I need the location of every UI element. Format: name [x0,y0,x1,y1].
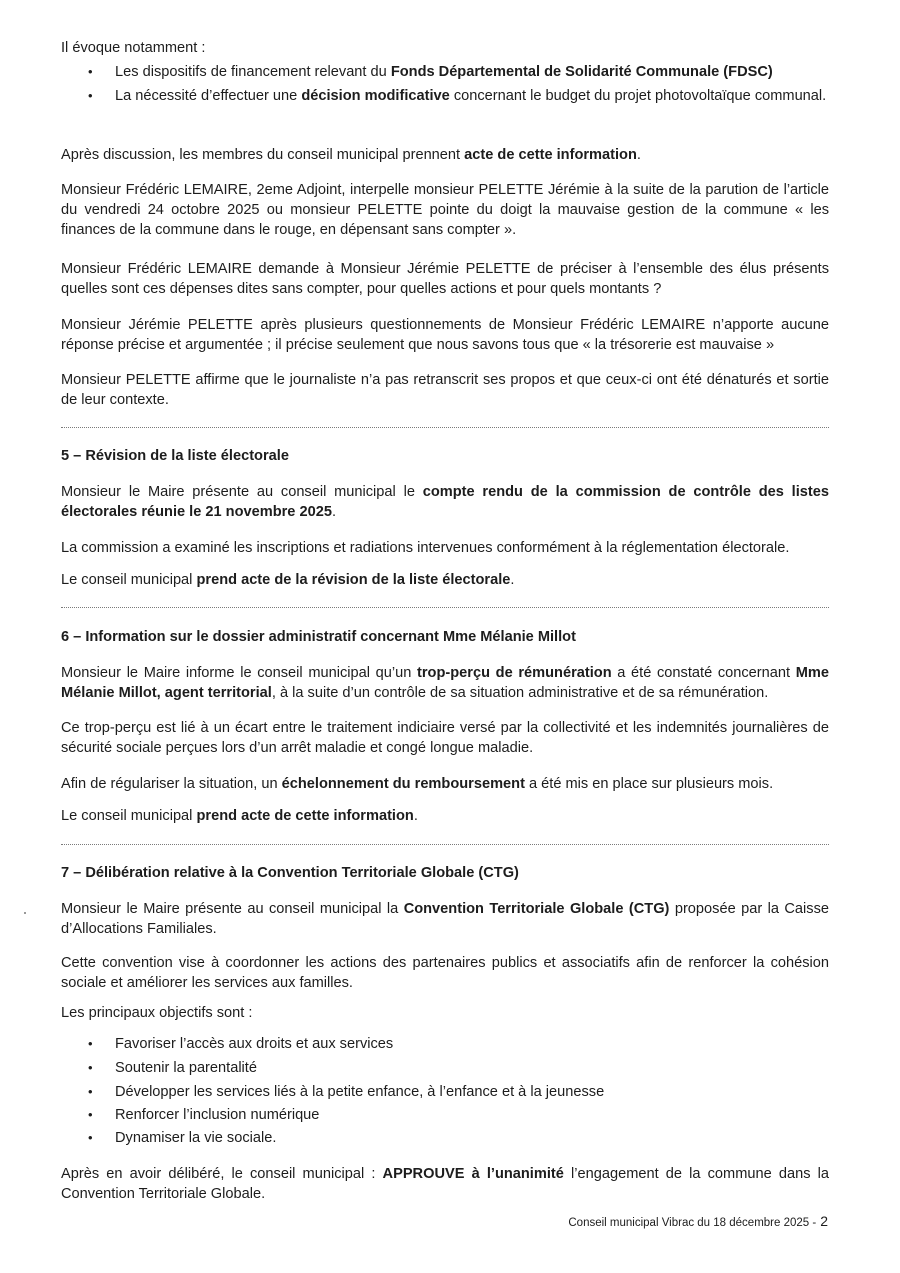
objective-item-4: Renforcer l’inclusion numérique [115,1107,320,1123]
section-6-paragraph-3: Afin de régulariser la situation, un échelonnement du remboursement a été mis en place sur plusieurs mois. [61,776,774,792]
intro-item-1: Les dispositifs de financement relevant du Fonds Départemental de Solidarité Communale (FDSC) [115,64,773,80]
bullet-glyph: • [88,1036,93,1051]
objective-item-3: Développer les services liés à la petite enfance, à l’enfance et à la jeunesse [115,1084,605,1100]
intro-conclusion: Après discussion, les membres du conseil municipal prennent acte de cette information. [61,147,641,163]
bullet-glyph: • [88,88,93,103]
bullet-glyph: • [88,1107,93,1122]
page-footer [568,1213,828,1231]
section-divider [61,607,829,608]
intro-paragraph-3: Monsieur Jérémie PELETTE après plusieurs questionnements de Monsieur Frédéric LEMAIRE n’apporte aucune réponse précise et argumentée ; il précise seulement que nous savons tous que « la trésorerie est mauvaise » [61,317,829,353]
intro-lead: Il évoque notamment : [61,40,206,56]
objective-item-5: Dynamiser la vie sociale. [115,1130,277,1146]
section-5-paragraph-3: Le conseil municipal prend acte de la révision de la liste électorale. [61,572,515,588]
section-divider [61,427,829,428]
section-5-heading: 5 – Révision de la liste électorale [61,448,289,464]
scan-speck [24,912,26,914]
section-6-paragraph-1: Monsieur le Maire informe le conseil municipal qu’un trop-perçu de rémunération a été constaté concernant Mme Mélanie Millot, agent territorial, à la suite d’un contrôle de sa situation administrative et de sa rémunération. [61,665,829,701]
intro-paragraph-4: Monsieur PELETTE affirme que le journaliste n’a pas retranscrit ses propos et que ceux-ci ont été dénaturés et sortie de leur contexte. [61,372,829,408]
page-number: 2 [820,1213,828,1229]
bullet-glyph: • [88,64,93,79]
intro-paragraph-1: Monsieur Frédéric LEMAIRE, 2eme Adjoint, interpelle monsieur PELETTE Jérémie à la suite de la parution de l’article du vendredi 24 octobre 2025 ou monsieur PELETTE pointe du doigt la mauvaise gestion de la commune « les finances de la commune dans le rouge, en dépensant sans compter ». [61,182,829,238]
intro-paragraph-2: Monsieur Frédéric LEMAIRE demande à Monsieur Jérémie PELETTE de préciser à l’ensemble des élus présents quelles sont ces dépenses dites sans compter, pour quelles actions et pour quels montants ? [61,261,829,297]
section-divider [61,844,829,845]
section-6-heading: 6 – Information sur le dossier administratif concernant Mme Mélanie Millot [61,629,576,645]
bullet-glyph: • [88,1084,93,1099]
section-7-final-decision: Après en avoir délibéré, le conseil municipal : APPROUVE à l’unanimité l’engagement de la commune dans la Convention Territoriale Globale. [61,1166,829,1202]
section-7-paragraph-1: Monsieur le Maire présente au conseil municipal la Convention Territoriale Globale (CTG) proposée par la Caisse d’Allocations Familiales. [61,901,829,937]
section-5-paragraph-2: La commission a examiné les inscriptions et radiations intervenues conformément à la réglementation électorale. [61,540,790,556]
section-6-paragraph-2: Ce trop-perçu est lié à un écart entre le traitement indiciaire versé par la collectivité et les indemnités journalières de sécurité sociale perçues lors d’un arrêt maladie et congé longue maladie. [61,720,829,756]
section-7-paragraph-2: Cette convention vise à coordonner les actions des partenaires publics et associatifs afin de renforcer la cohésion sociale et améliorer les services aux familles. [61,955,829,991]
section-7-heading: 7 – Délibération relative à la Convention Territoriale Globale (CTG) [61,865,519,881]
objective-item-2: Soutenir la parentalité [115,1060,257,1076]
objective-item-1: Favoriser l’accès aux droits et aux services [115,1036,394,1052]
objectives-lead: Les principaux objectifs sont : [61,1005,253,1021]
bullet-glyph: • [88,1060,93,1075]
section-5-paragraph-1: Monsieur le Maire présente au conseil municipal le compte rendu de la commission de contrôle des listes électorales réunie le 21 novembre 2025. [61,484,829,520]
footer-text: Conseil municipal Vibrac du 18 décembre 2025 - [568,1217,817,1229]
bullet-glyph: • [88,1130,93,1145]
intro-item-2: La nécessité d’effectuer une décision modificative concernant le budget du projet photovoltaïque communal. [115,88,827,104]
section-6-paragraph-4: Le conseil municipal prend acte de cette information. [61,808,418,824]
